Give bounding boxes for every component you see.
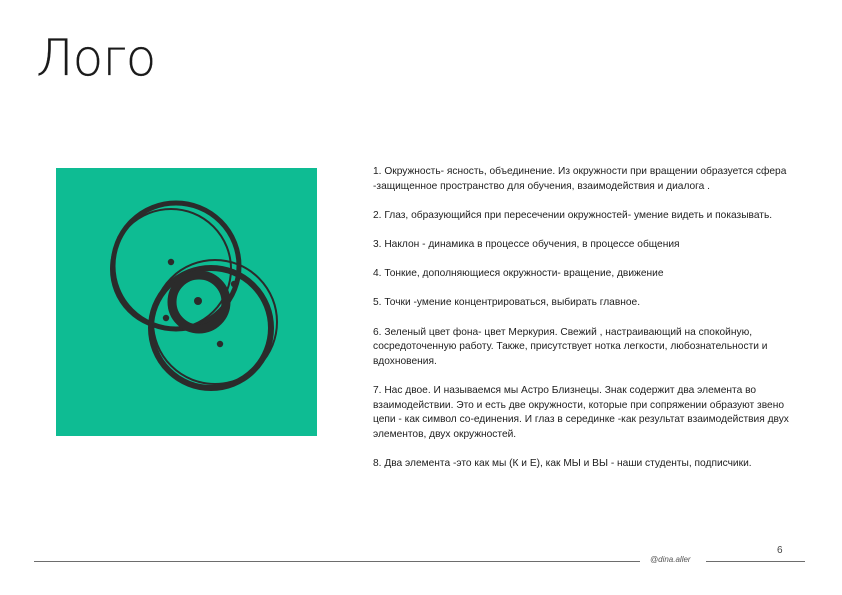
point-6: 6. Зеленый цвет фона- цвет Меркурия. Свежий , настраивающий на спокойную, сосредоточенную работу. Также, присутствует нотка легкости, любознательности и вдохновения. <box>373 326 768 367</box>
point-3: 3. Наклон - динамика в процессе обучения, в процессе общения <box>373 238 680 250</box>
point-1: 1. Окружность- ясность, объединение. Из окружности при вращении образуется сфера -защищенное пространство для обучения, взаимодействия и диалога . <box>373 166 787 192</box>
dot-lower <box>217 341 223 347</box>
dot-right <box>231 281 237 287</box>
point-2: 2. Глаз, образующийся при пересечении окружностей- умение видеть и показывать. <box>373 209 773 221</box>
dot-left <box>163 315 169 321</box>
logo-panel <box>56 168 317 436</box>
footer-divider-right <box>706 561 805 562</box>
point-7: 7. Нас двое. И называемся мы Астро Близнецы. Знак содержит два элемента во взаимодействии. Это и есть две окружности, которые при сопряжении образуют звено цепи - как символ со-единения. И глаз в серединке -как результат взаимодействия двух элементов, двух окружностей. <box>373 384 789 440</box>
author-handle: @dina.aller <box>650 555 691 564</box>
page-number: 6 <box>777 545 783 556</box>
dot-upper-left <box>168 259 174 265</box>
point-8: 8. Два элемента -это как мы (К и Е), как МЫ и ВЫ - наши студенты, подписчики. <box>373 457 752 469</box>
dot-center <box>194 297 202 305</box>
footer-divider-left <box>34 561 640 562</box>
point-5: 5. Точки -умение концентрироваться, выбирать главное. <box>373 297 641 309</box>
interlocking-circles-logo-icon <box>56 168 317 436</box>
point-4: 4. Тонкие, дополняющиеся окружности- вращение, движение <box>373 268 664 280</box>
page-title: Лого <box>36 29 156 87</box>
logo-description <box>373 165 793 486</box>
